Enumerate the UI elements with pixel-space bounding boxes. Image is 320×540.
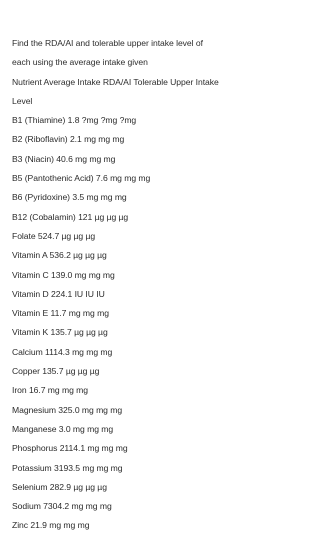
nutrient-row-zinc: Zinc 21.9 mg mg mg — [12, 520, 90, 531]
nutrient-row-phosphorus: Phosphorus 2114.1 mg mg mg — [12, 443, 128, 454]
nutrient-row-folate: Folate 524.7 µg µg µg — [12, 230, 96, 241]
nutrient-row-copper: Copper 135.7 µg µg µg — [12, 366, 100, 377]
nutrient-row-manganese: Manganese 3.0 mg mg mg — [12, 423, 114, 434]
nutrient-row-potassium: Potassium 3193.5 mg mg mg — [12, 462, 123, 473]
nutrient-row-pyridoxine: B6 (Pyridoxine) 3.5 mg mg mg — [12, 192, 127, 203]
document-body — [12, 38, 246, 540]
question-line-2: each using the average intake given — [12, 57, 148, 68]
nutrient-row-pantothenic-acid: B5 (Pantothenic Acid) 7.6 mg mg mg — [12, 173, 151, 184]
nutrient-row-vitamin-d: Vitamin D 224.1 IU IU IU — [12, 288, 105, 299]
nutrient-row-cobalamin: B12 (Cobalamin) 121 µg µg µg — [12, 211, 129, 222]
nutrient-row-calcium: Calcium 1114.3 mg mg mg — [12, 346, 113, 357]
nutrient-row-vitamin-a: Vitamin A 536.2 µg µg µg — [12, 250, 107, 261]
table-header-line-continued: Level — [12, 95, 33, 106]
nutrient-row-thiamine: B1 (Thiamine) 1.8 ?mg ?mg ?mg — [12, 115, 137, 126]
table-header-line: Nutrient Average Intake RDA/AI Tolerable Upper Intake — [12, 76, 219, 87]
nutrient-row-iron: Iron 16.7 mg mg mg — [12, 385, 88, 396]
question-line-1: Find the RDA/AI and tolerable upper intake level of — [12, 38, 203, 48]
nutrient-row-vitamin-e: Vitamin E 11.7 mg mg mg — [12, 308, 109, 319]
nutrient-row-sodium: Sodium 7304.2 mg mg mg — [12, 501, 112, 512]
nutrient-row-riboflavin: B2 (Riboflavin) 2.1 mg mg mg — [12, 134, 125, 145]
nutrient-row-vitamin-c: Vitamin C 139.0 mg mg mg — [12, 269, 115, 280]
nutrient-row-vitamin-k: Vitamin K 135.7 µg µg µg — [12, 327, 108, 338]
nutrient-row-niacin: B3 (Niacin) 40.6 mg mg mg — [12, 153, 116, 164]
nutrient-row-magnesium: Magnesium 325.0 mg mg mg — [12, 404, 123, 415]
nutrient-row-selenium: Selenium 282.9 µg µg µg — [12, 481, 107, 492]
